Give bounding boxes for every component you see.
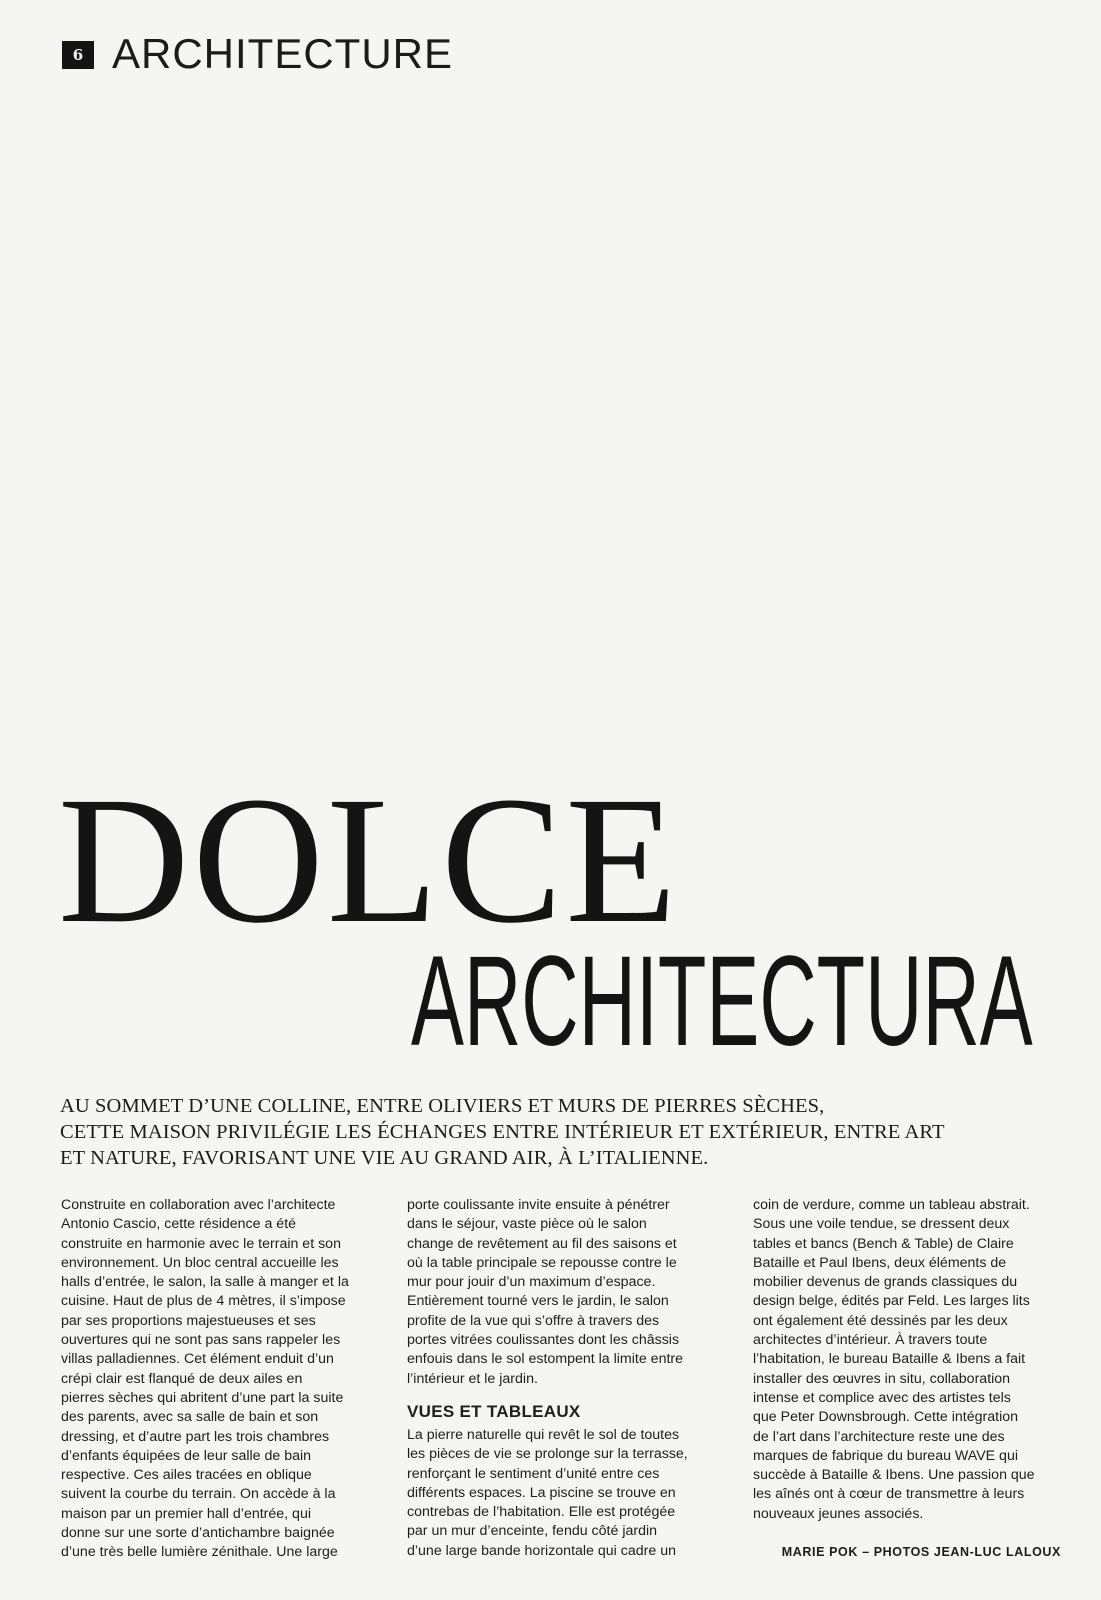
body-line: dressing, et d’autre part les trois chambres bbox=[61, 1428, 330, 1445]
body-line: portes vitrées coulissantes dont les châssis bbox=[407, 1332, 680, 1349]
section-title: ARCHITECTURE bbox=[112, 30, 454, 77]
body-line: villas palladiennes. Cet élément enduit d’un bbox=[61, 1351, 334, 1368]
article-title-line2: ARCHITECTURA bbox=[411, 930, 1033, 1073]
body-line: intense et complice avec des artistes tels bbox=[753, 1389, 1011, 1406]
body-line: profite de la vue qui s’offre à travers des bbox=[407, 1312, 660, 1329]
body-line: renforçant le sentiment d’unité entre ces bbox=[407, 1465, 660, 1482]
body-line: design belge, édités par Feld. Les larges lits bbox=[753, 1293, 1030, 1310]
body-column-3 bbox=[753, 1196, 1063, 1524]
subheading: VUES ET TABLEAUX bbox=[407, 1401, 581, 1421]
body-line: que Peter Downsbrough. Cette intégration bbox=[753, 1409, 1018, 1426]
body-line: les pièces de vie se prolonge sur la terrasse, bbox=[407, 1446, 688, 1463]
body-line: l’intérieur et le jardin. bbox=[407, 1370, 538, 1387]
body-line: change de revêtement au fil des saisons et bbox=[407, 1235, 677, 1252]
body-line: les aînés ont à cœur de transmettre à leurs bbox=[753, 1486, 1025, 1503]
body-line: Construite en collaboration avec l’architecte bbox=[61, 1197, 336, 1213]
body-line: nouveaux jeunes associés. bbox=[753, 1505, 924, 1522]
article-title-line1: DOLCE bbox=[58, 760, 680, 961]
body-line: marques de fabrique du bureau WAVE qui bbox=[753, 1447, 1018, 1464]
body-line: porte coulissante invite ensuite à pénétrer bbox=[407, 1197, 670, 1213]
body-line: d’une très belle lumière zénithale. Une large bbox=[61, 1544, 338, 1561]
body-line: mobilier devenus de grands classiques du bbox=[753, 1274, 1018, 1291]
body-line: cuisine. Haut de plus de 4 mètres, il s’impose bbox=[61, 1293, 346, 1310]
body-line: mur pour jouir d’un maximum d’espace. bbox=[407, 1274, 656, 1291]
body-line: par ses proportions majestueuses et ses bbox=[61, 1312, 316, 1329]
author-credits: MARIE POK – PHOTOS JEAN-LUC LALOUX bbox=[781, 1545, 1061, 1559]
intro-line: CETTE MAISON PRIVILÉGIE LES ÉCHANGES ENTRE INTÉRIEUR ET EXTÉRIEUR, ENTRE ART bbox=[60, 1121, 945, 1143]
page-number-badge: 6 bbox=[62, 41, 94, 69]
body-line: environnement. Un bloc central accueille les bbox=[61, 1254, 339, 1271]
body-line: dans le séjour, vaste pièce où le salon bbox=[407, 1216, 647, 1233]
body-line: installer des œuvres in situ, collaboration bbox=[753, 1370, 1011, 1387]
body-line: maison par un premier hall d’entrée, qui bbox=[61, 1505, 311, 1522]
body-line: tables et bancs (Bench & Table) de Claire bbox=[753, 1235, 1014, 1252]
body-line: crépi clair est flanqué de deux ailes en bbox=[61, 1370, 303, 1387]
intro-lede bbox=[60, 1093, 1060, 1171]
body-line: contrebas de l’habitation. Elle est protégée bbox=[407, 1504, 676, 1521]
body-column-2 bbox=[407, 1196, 717, 1561]
body-line: où la table principale se repousse contre le bbox=[407, 1254, 677, 1271]
body-line: de l’art dans l’architecture reste une des bbox=[753, 1428, 1005, 1445]
body-line: d’une large bande horizontale qui cadre un bbox=[407, 1542, 676, 1559]
intro-line: ET NATURE, FAVORISANT UNE VIE AU GRAND AIR, À L’ITALIENNE. bbox=[60, 1147, 709, 1169]
intro-line: AU SOMMET D’UNE COLLINE, ENTRE OLIVIERS ET MURS DE PIERRES SÈCHES, bbox=[60, 1095, 825, 1117]
body-line: respective. Ces ailes tracées en oblique bbox=[61, 1467, 312, 1484]
body-line: Antonio Cascio, cette résidence a été bbox=[61, 1216, 297, 1233]
body-line: succède à Bataille & Ibens. Une passion que bbox=[753, 1467, 1035, 1484]
body-line: halls d’entrée, le salon, la salle à manger et la bbox=[61, 1274, 349, 1291]
body-line: Sous une voile tendue, se dressent deux bbox=[753, 1216, 1010, 1233]
body-line: différents espaces. La piscine se trouve en bbox=[407, 1484, 676, 1501]
body-line: l’habitation, le bureau Bataille & Ibens a fait bbox=[753, 1351, 1026, 1368]
body-line: d’enfants équipées de leur salle de bain bbox=[61, 1447, 312, 1464]
body-line: ont également été dessinés par les deux bbox=[753, 1312, 1008, 1329]
body-line: coin de verdure, comme un tableau abstrait. bbox=[753, 1197, 1030, 1213]
body-line: construite en harmonie avec le terrain et son bbox=[61, 1235, 341, 1252]
body-line: enfouis dans le sol estompent la limite entre bbox=[407, 1351, 684, 1368]
body-line: Bataille et Paul Ibens, deux éléments de bbox=[753, 1254, 1007, 1271]
body-line: pierres sèches qui abritent d’une part la suite bbox=[61, 1389, 344, 1406]
body-line: des parents, avec sa salle de bain et son bbox=[61, 1409, 319, 1426]
body-line: par un mur d’enceinte, fendu côté jardin bbox=[407, 1523, 658, 1540]
body-column-1 bbox=[61, 1196, 371, 1563]
body-line: architectes d’intérieur. À travers toute bbox=[753, 1332, 988, 1349]
body-line: Entièrement tourné vers le jardin, le salon bbox=[407, 1293, 669, 1310]
body-line: La pierre naturelle qui revêt le sol de toutes bbox=[407, 1426, 680, 1443]
body-line: ouvertures qui ne sont pas sans rappeler les bbox=[61, 1332, 341, 1349]
body-line: suivent la courbe du terrain. On accède à la bbox=[61, 1486, 336, 1503]
body-line: donne sur une sorte d’antichambre baignée bbox=[61, 1525, 335, 1542]
